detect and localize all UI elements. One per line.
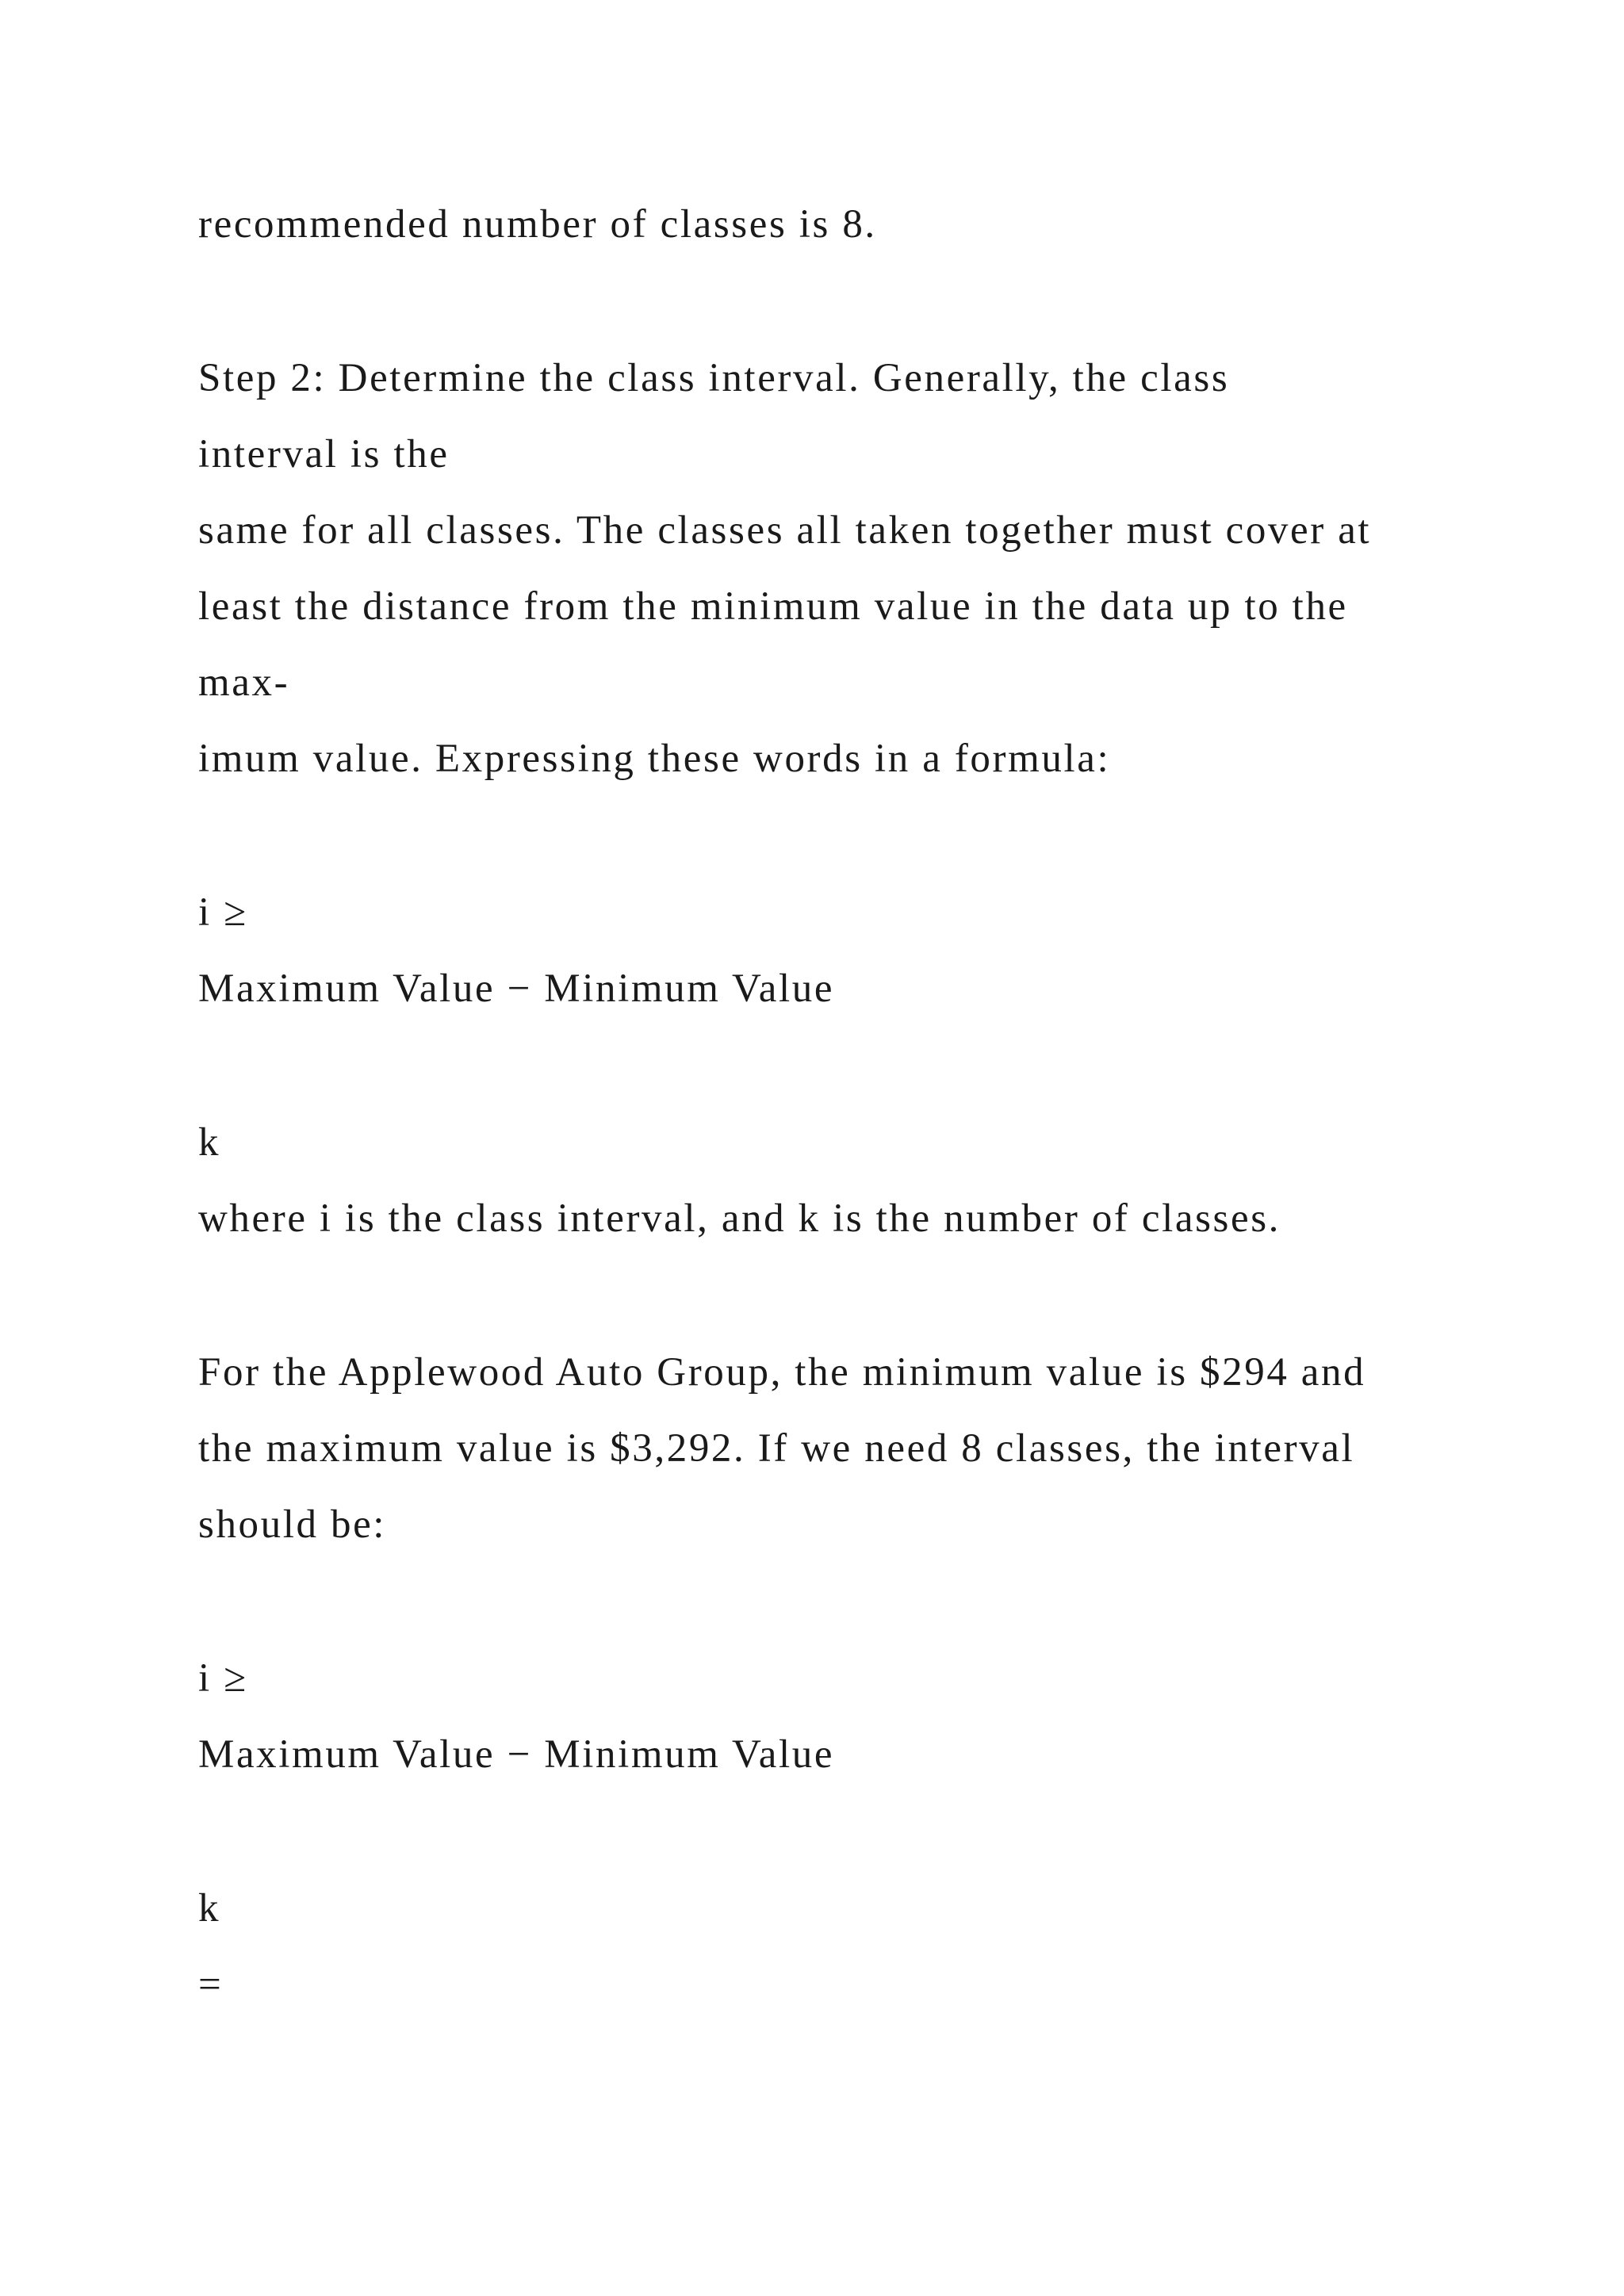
text-line: where i is the class interval, and k is the number of classes. [198, 1196, 1281, 1241]
text-line: Step 2: Determine the class interval. Generally, the class [198, 356, 1230, 400]
formula-lhs: i ≥ [198, 890, 248, 935]
formula-lhs: i ≥ [198, 1656, 248, 1701]
formula-equals: = [198, 1962, 224, 2007]
text-line: max- [198, 660, 290, 705]
text-line: imum value. Expressing these words in a formula: [198, 737, 1111, 781]
text-line: same for all classes. The classes all taken together must cover at [198, 508, 1372, 553]
formula-denominator: k [198, 1886, 221, 1931]
formula-numerator: Maximum Value − Minimum Value [198, 966, 835, 1011]
text-line: the maximum value is $3,292. If we need 8 classes, the interval [198, 1426, 1355, 1471]
formula-numerator: Maximum Value − Minimum Value [198, 1732, 835, 1777]
text-line: least the distance from the minimum value in the data up to the [198, 584, 1348, 629]
text-line: recommended number of classes is 8. [198, 202, 877, 247]
text-line: should be: [198, 1502, 387, 1547]
text-line: interval is the [198, 432, 450, 476]
text-line: For the Applewood Auto Group, the minimum value is $294 and [198, 1350, 1366, 1395]
formula-denominator: k [198, 1120, 221, 1165]
